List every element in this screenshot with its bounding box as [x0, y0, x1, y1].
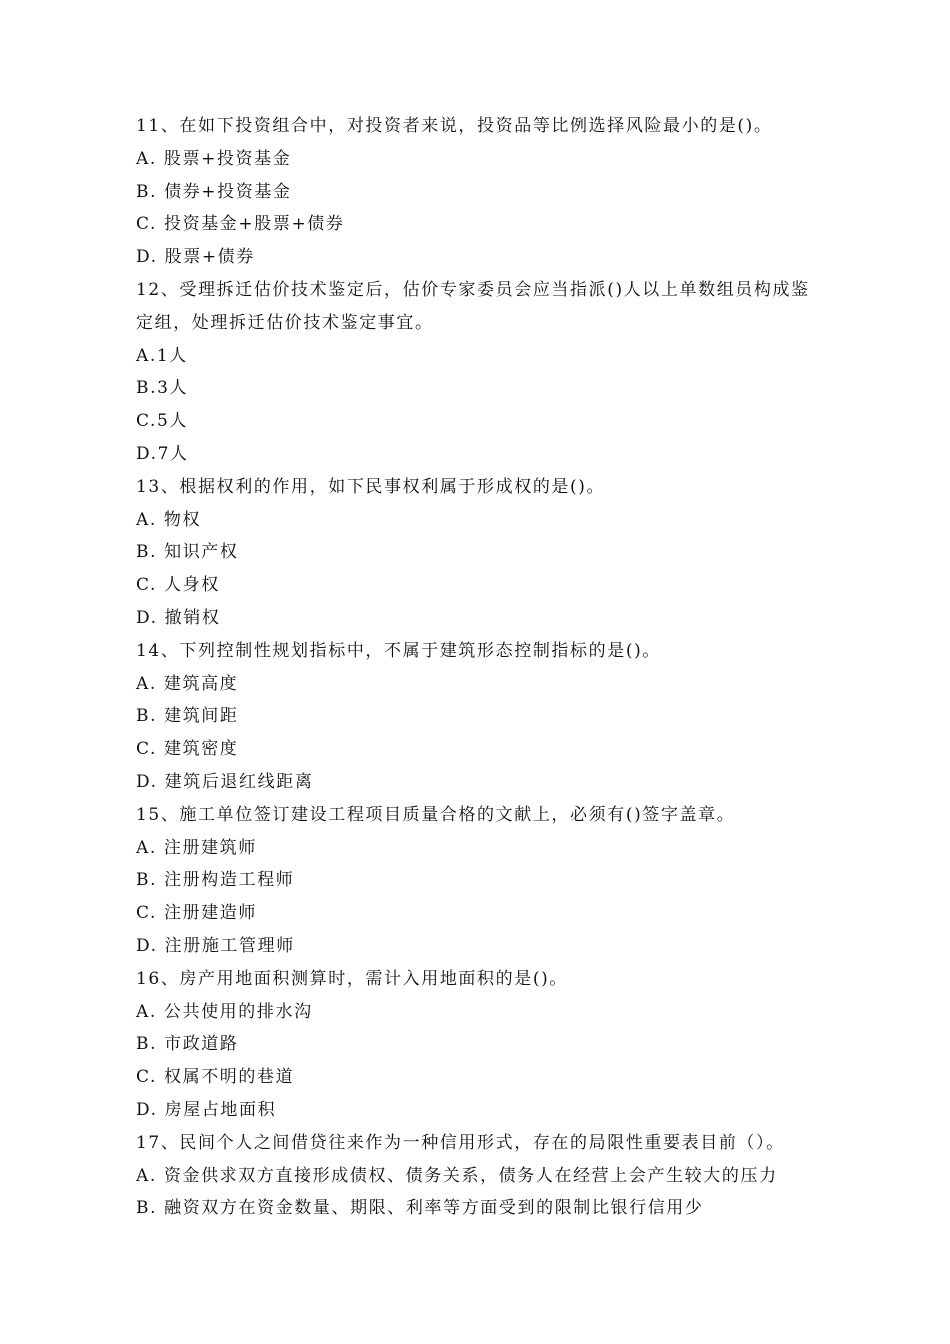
option-a: A. 注册建筑师 [136, 837, 257, 858]
option-a: A.1人 [136, 345, 188, 366]
option-b: B. 市政道路 [136, 1034, 239, 1055]
question-14 [136, 635, 856, 799]
option-b: B. 注册构造工程师 [136, 870, 295, 891]
question-stem: 12、受理拆迁估价技术鉴定后，估价专家委员会应当指派()人以上单数组员构成鉴 [136, 279, 810, 300]
option-d: D.7人 [136, 443, 189, 464]
question-17 [136, 1127, 856, 1225]
option-a: A. 股票+投资基金 [136, 148, 292, 169]
option-c: C. 注册建造师 [136, 903, 258, 924]
option-b: B. 债券+投资基金 [136, 181, 292, 202]
question-stem: 11、在如下投资组合中，对投资者来说，投资品等比例选择风险最小的是()。 [136, 116, 773, 136]
question-15 [136, 799, 856, 963]
option-d: D. 撤销权 [136, 607, 221, 628]
question-13 [136, 471, 856, 635]
question-stem-continued: 定组，处理拆迁估价技术鉴定事宜。 [136, 312, 434, 333]
option-d: D. 注册施工管理师 [136, 935, 295, 956]
option-b: B. 建筑间距 [136, 706, 239, 727]
question-stem: 17、民间个人之间借贷往来作为一种信用形式，存在的局限性重要表目前（）。 [136, 1132, 785, 1153]
question-11 [136, 110, 856, 274]
option-a: A. 建筑高度 [136, 673, 239, 694]
option-c: C.5人 [136, 411, 189, 432]
question-stem: 15、施工单位签订建设工程项目质量合格的文献上，必须有()签字盖章。 [136, 804, 736, 825]
option-d: D. 房屋占地面积 [136, 1099, 277, 1120]
option-a: A. 物权 [136, 509, 202, 530]
option-c: C. 投资基金+股票+债券 [136, 214, 345, 235]
option-c: C. 权属不明的巷道 [136, 1067, 295, 1088]
option-b: B. 知识产权 [136, 542, 239, 563]
option-b: B. 融资双方在资金数量、期限、利率等方面受到的限制比银行信用少 [136, 1198, 704, 1219]
question-16 [136, 963, 856, 1127]
question-12 [136, 274, 856, 471]
option-c: C. 建筑密度 [136, 739, 239, 760]
option-a: A. 资金供求双方直接形成债权、债务关系，债务人在经营上会产生较大的压力 [136, 1165, 778, 1186]
option-a: A. 公共使用的排水沟 [136, 1001, 313, 1022]
option-b: B.3人 [136, 378, 189, 399]
option-d: D. 股票+债券 [136, 247, 255, 268]
question-stem: 16、房产用地面积测算时，需计入用地面积的是()。 [136, 968, 568, 989]
option-d: D. 建筑后退红线距离 [136, 771, 314, 792]
document-page [136, 110, 856, 1225]
question-stem: 13、根据权利的作用，如下民事权利属于形成权的是()。 [136, 476, 606, 497]
question-stem: 14、下列控制性规划指标中，不属于建筑形态控制指标的是()。 [136, 640, 661, 661]
option-c: C. 人身权 [136, 575, 220, 596]
